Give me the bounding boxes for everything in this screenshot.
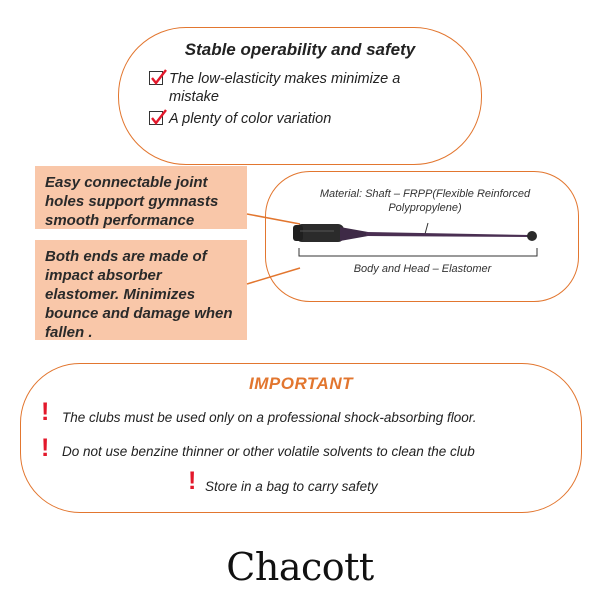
important-item: Store in a bag to carry safety: [205, 479, 378, 494]
material-pointer: [425, 223, 428, 234]
ends-note: Both ends are made of impact absorber elastomer. Minimizes bounce and damage when fallen .: [35, 240, 247, 340]
ends-leader-line: [247, 268, 300, 284]
exclamation-icon: !: [41, 434, 50, 462]
feature-item-text: A plenty of color variation: [169, 111, 332, 127]
important-title: IMPORTANT: [249, 374, 353, 393]
exclamation-icon: !: [188, 467, 197, 495]
feature-item-text: The low-elasticity makes minimize a mistake: [169, 71, 401, 105]
gymnastics-club-icon: [293, 224, 537, 242]
joint-note: Easy connectable joint holes support gymnasts smooth performance: [35, 166, 247, 229]
brand-logo: Chacott: [226, 545, 374, 589]
material-label: Material: Shaft – FRPP(Flexible Reinforced Polypropylene): [319, 188, 531, 214]
length-bracket: [299, 248, 537, 256]
exclamation-icon: !: [41, 398, 50, 426]
joint-leader-line: [247, 214, 300, 224]
important-item: The clubs must be used only on a professional shock-absorbing floor.: [62, 410, 477, 425]
body-head-label: Body and Head – Elastomer: [353, 263, 492, 275]
important-item: Do not use benzine thinner or other volatile solvents to clean the club: [62, 444, 475, 459]
features-title: Stable operability and safety: [184, 40, 416, 59]
